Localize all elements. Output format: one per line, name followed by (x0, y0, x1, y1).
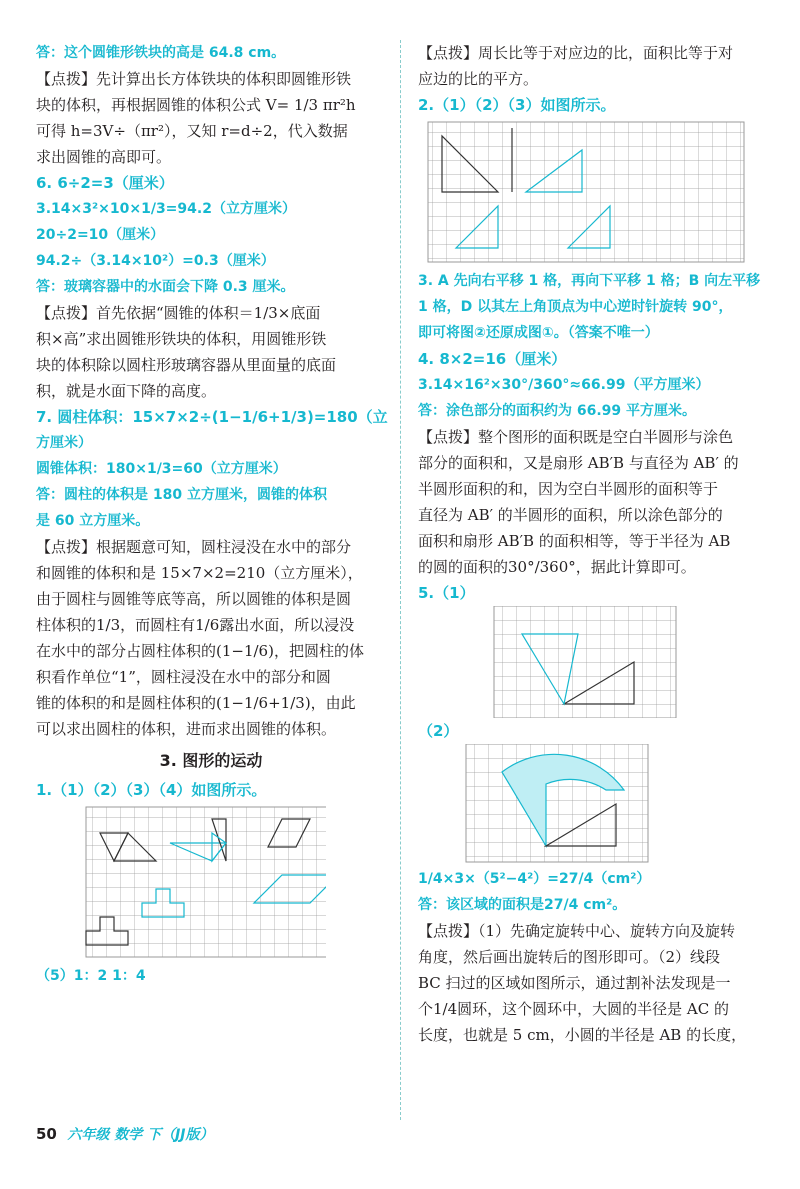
tip-line: 求出圆锥的高即可。 (36, 148, 172, 166)
answer-line: 即可将图②还原成图①。（答案不唯一） (418, 325, 659, 341)
tip-line: 积看作单位“1”，圆柱浸没在水中的部分和圆 (36, 668, 331, 686)
tip-line: 由于圆柱与圆锥等底等高，所以圆锥的体积是圆 (36, 590, 352, 608)
answer-line: （5）1：2 1：4 (36, 968, 146, 984)
answer-line: 1/4×3×（5²−4²）=27/4（cm²） (418, 871, 651, 887)
grid-figure-q1 (36, 803, 326, 963)
tip-line: 的圆的面积的30°/360°，据此计算即可。 (418, 558, 696, 576)
answer-line: 答：玻璃容器中的水面会下降 0.3 厘米。 (36, 279, 295, 295)
answer-line: 方厘米） (36, 435, 92, 451)
tip-line: 面积和扇形 AB′B 的面积相等，等于半径为 AB (418, 532, 731, 550)
tip-line: 块的体积，再根据圆锥的体积公式 V= 1/3 πr²h (36, 96, 356, 114)
tip-line: 【点拨】先计算出长方体铁块的体积即圆锥形铁 (36, 70, 352, 88)
answer-line: 答：圆柱的体积是 180 立方厘米，圆锥的体积 (36, 487, 327, 503)
tip-line: 积×高”求出圆锥形铁块的体积，用圆锥形铁 (36, 330, 327, 348)
answer-line: 是 60 立方厘米。 (36, 513, 150, 529)
tip-line: 长度，也就是 5 cm，小圆的半径是 AB 的长度， (418, 1026, 747, 1044)
tip-line: 个1/4圆环，这个圆环中，大圆的半径是 AC 的 (418, 1000, 729, 1018)
tip-line: 部分的面积和，又是扇形 AB′B 与直径为 AB′ 的 (418, 454, 739, 472)
page-number: 50 (36, 1125, 57, 1143)
question-7: 7. 圆柱体积：15×7×2÷(1−1/6+1/3)=180（立 (36, 408, 388, 426)
tip-line: 柱体积的1/3，而圆柱有1/6露出水面，所以浸没 (36, 616, 355, 634)
section-title: 3. 图形的运动 (159, 751, 263, 770)
tip-line: 角度，然后画出旋转后的图形即可。（2）线段 (418, 948, 721, 966)
grid-figure-q5-2 (418, 744, 748, 866)
answer-line: 3.14×16²×30°/360°≈66.99（平方厘米） (418, 377, 710, 393)
tip-line: 【点拨】整个图形的面积既是空白半圆形与涂色 (418, 428, 734, 446)
question-5-2: （2） (418, 722, 459, 740)
answer-line: 20÷2=10（厘米） (36, 227, 165, 243)
answer-line: 答：这个圆锥形铁块的高是 64.8 cm。 (36, 45, 286, 61)
question-1: 1.（1）（2）（3）（4）如图所示。 (36, 781, 267, 799)
tip-line: 【点拨】周长比等于对应边的比，面积比等于对 (418, 44, 734, 62)
tip-line: 可以求出圆柱的体积，进而求出圆锥的体积。 (36, 720, 337, 738)
column-divider (400, 40, 401, 1120)
question-6: 6. 6÷2=3（厘米） (36, 174, 174, 192)
grid-figure-q5-1 (418, 606, 748, 718)
answer-line: 圆锥体积：180×1/3=60（立方厘米） (36, 461, 287, 477)
tip-line: 块的体积除以圆柱形玻璃容器从里面量的底面 (36, 356, 337, 374)
question-2: 2.（1）（2）（3）如图所示。 (418, 96, 616, 114)
tip-line: 可得 h=3V÷（πr²），又知 r=d÷2，代入数据 (36, 122, 348, 140)
tip-line: 应边的比的平方。 (418, 70, 539, 88)
tip-line: 半圆形面积的和，因为空白半圆形的面积等于 (418, 480, 719, 498)
tip-line: 锥的体积的和是圆柱体积的(1−1/6+1/3)，由此 (36, 694, 356, 712)
page-footer (36, 1124, 214, 1144)
tip-line: 直径为 AB′ 的半圆形的面积，所以涂色部分的 (418, 506, 723, 524)
answer-line: 3.14×3²×10×1/3=94.2（立方厘米） (36, 201, 296, 217)
tip-line: BC 扫过的区域如图所示，通过割补法发现是一 (418, 974, 731, 992)
tip-line: 和圆锥的体积和是 15×7×2=210（立方厘米）， (36, 564, 363, 582)
question-4: 4. 8×2=16（厘米） (418, 350, 567, 368)
answer-line: 94.2÷（3.14×10²）=0.3（厘米） (36, 253, 275, 269)
tip-line: 积，就是水面下降的高度。 (36, 382, 217, 400)
footer-brand: 六年级 数学 下（JJ版） (67, 1127, 214, 1143)
tip-line: 【点拨】首先依据“圆锥的体积＝1/3×底面 (36, 304, 321, 322)
grid-figure-q2 (418, 118, 748, 268)
answer-line: 1 格，D 以其左上角顶点为中心逆时针旋转 90°， (418, 299, 733, 315)
tip-line: 在水中的部分占圆柱体积的(1−1/6)，把圆柱的体 (36, 642, 364, 660)
left-column (36, 40, 386, 989)
right-column (418, 40, 768, 1048)
answer-line: 答：该区域的面积是27/4 cm²。 (418, 897, 627, 913)
tip-line: 【点拨】根据题意可知，圆柱浸没在水中的部分 (36, 538, 352, 556)
answer-line: 答：涂色部分的面积约为 66.99 平方厘米。 (418, 403, 697, 419)
answer-line: 3. A 先向右平移 1 格，再向下平移 1 格；B 向左平移 (418, 273, 761, 289)
question-5: 5.（1） (418, 584, 475, 602)
tip-line: 【点拨】（1）先确定旋转中心、旋转方向及旋转 (418, 922, 736, 940)
